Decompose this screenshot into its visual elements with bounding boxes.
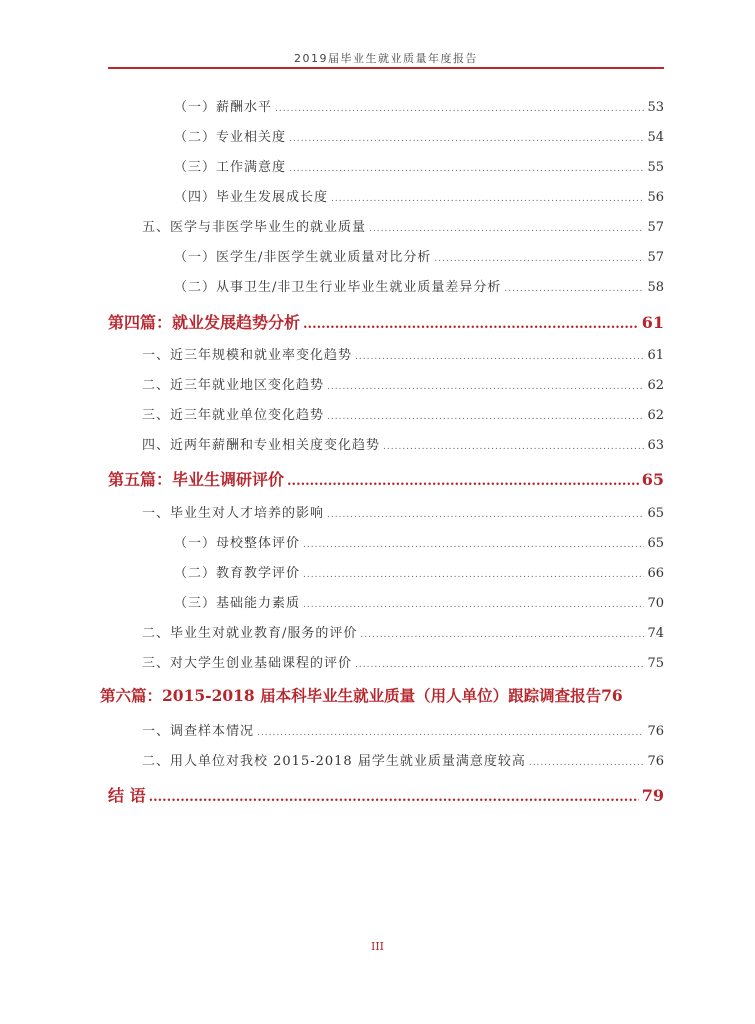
toc-part-heading[interactable] <box>108 467 664 490</box>
toc-entry[interactable] <box>142 622 664 641</box>
toc-leader-dots <box>355 660 644 670</box>
toc-part-title: 结 语 <box>108 786 146 805</box>
toc-entry-title: 三、近三年就业单位变化趋势 <box>142 408 325 423</box>
toc-part-page: 65 <box>641 470 664 489</box>
toc-leader-dots <box>303 600 644 610</box>
toc-entry[interactable] <box>142 434 664 453</box>
toc-leader-dots <box>289 164 644 174</box>
toc-leader-dots <box>327 412 644 422</box>
toc-entry-page: 56 <box>647 190 664 205</box>
toc-entry[interactable] <box>174 592 664 611</box>
running-header: 2019届毕业生就业质量年度报告 <box>294 52 478 65</box>
toc-leader-dots <box>504 284 644 294</box>
toc-entry-title: （二）从事卫生/非卫生行业毕业生就业质量差异分析 <box>174 280 502 295</box>
toc-entry-title: （一）母校整体评价 <box>174 536 301 551</box>
toc-leader-dots <box>303 570 644 580</box>
toc-part-page: 79 <box>641 786 664 805</box>
toc-leader-dots <box>289 134 644 144</box>
toc-leader-dots <box>331 194 644 204</box>
toc-part-title: 第六篇：2015-2018 届本科毕业生就业质量（用人单位）跟踪调查报告 <box>100 686 602 705</box>
toc-leader-dots <box>369 224 644 234</box>
toc-entry-title: （二）专业相关度 <box>174 130 287 145</box>
toc-part-heading[interactable] <box>108 310 664 333</box>
toc-part-heading[interactable] <box>100 684 664 706</box>
toc-entry-page: 74 <box>647 626 664 641</box>
toc-leader-dots <box>149 790 639 805</box>
toc-part-title: 第五篇：毕业生调研评价 <box>108 470 285 489</box>
toc-entry-page: 66 <box>647 566 664 581</box>
toc-entry-title: 二、用人单位对我校 2015-2018 届学生就业质量满意度较高 <box>142 754 526 769</box>
toc-entry-page: 76 <box>647 724 664 739</box>
toc-entry-title: （三）工作满意度 <box>174 160 287 175</box>
toc-entry-title: （一）薪酬水平 <box>174 100 273 115</box>
toc-entry-page: 65 <box>647 506 664 521</box>
toc-entry-title: 五、医学与非医学毕业生的就业质量 <box>142 220 367 235</box>
toc-leader-dots <box>383 442 644 452</box>
toc-entry[interactable] <box>142 502 664 521</box>
toc-leader-dots <box>257 728 644 738</box>
toc-entry-title: 四、近两年薪酬和专业相关度变化趋势 <box>142 438 381 453</box>
toc-leader-dots <box>287 474 639 489</box>
toc-entry-title: 一、调查样本情况 <box>142 724 255 739</box>
toc-entry-page: 53 <box>647 100 664 115</box>
toc-entry-page: 62 <box>647 378 664 393</box>
toc-entry[interactable] <box>174 156 664 175</box>
toc-entry-page: 63 <box>647 438 664 453</box>
toc-entry-page: 57 <box>647 220 664 235</box>
toc-entry-title: 二、近三年就业地区变化趋势 <box>142 378 325 393</box>
toc-entry[interactable] <box>174 186 664 205</box>
toc-leader-dots <box>303 540 644 550</box>
toc-part-page: 76 <box>601 686 623 705</box>
toc-leader-dots <box>360 630 644 640</box>
toc-entry-page: 58 <box>647 280 664 295</box>
toc-entry-title: 一、近三年规模和就业率变化趋势 <box>142 348 353 363</box>
toc-entry-title: （二）教育教学评价 <box>174 566 301 581</box>
toc-leader-dots <box>327 510 644 520</box>
toc-entry-page: 65 <box>647 536 664 551</box>
toc-leader-dots <box>303 317 639 332</box>
toc-entry[interactable] <box>142 216 664 235</box>
toc-entry[interactable] <box>142 404 664 423</box>
toc-part-heading[interactable] <box>108 783 664 806</box>
toc-entry-title: 二、毕业生对就业教育/服务的评价 <box>142 626 358 641</box>
toc-entry[interactable] <box>174 562 664 581</box>
toc-entry-page: 76 <box>647 754 664 769</box>
toc-entry-page: 75 <box>647 656 664 671</box>
toc-leader-dots <box>529 758 645 768</box>
page-number: III <box>370 940 385 953</box>
toc-entry-title: （三）基础能力素质 <box>174 596 301 611</box>
toc-entry-title: 三、对大学生创业基础课程的评价 <box>142 656 353 671</box>
toc-entry-title: （一）医学生/非医学生就业质量对比分析 <box>174 250 432 265</box>
toc-entry[interactable] <box>174 246 664 265</box>
toc-part-page: 61 <box>641 313 664 332</box>
toc-entry-page: 57 <box>647 250 664 265</box>
toc-entry-page: 55 <box>647 160 664 175</box>
toc-entry[interactable] <box>174 276 664 295</box>
toc-entry-page: 61 <box>647 348 664 363</box>
toc-entry-title: （四）毕业生发展成长度 <box>174 190 329 205</box>
toc-entry-title: 一、毕业生对人才培养的影响 <box>142 506 325 521</box>
toc-entry[interactable] <box>142 344 664 363</box>
toc-entry-page: 62 <box>647 408 664 423</box>
toc-entry-page: 70 <box>647 596 664 611</box>
toc-entry[interactable] <box>142 374 664 393</box>
toc-entry[interactable] <box>142 750 664 769</box>
toc-leader-dots <box>327 382 644 392</box>
toc-entry-page: 54 <box>647 130 664 145</box>
toc-entry[interactable] <box>174 96 664 115</box>
toc-entry[interactable] <box>142 652 664 671</box>
toc-part-title: 第四篇：就业发展趋势分析 <box>108 313 301 332</box>
toc-entry[interactable] <box>174 532 664 551</box>
toc-entry[interactable] <box>174 126 664 145</box>
toc-leader-dots <box>275 104 644 114</box>
toc-leader-dots <box>355 352 644 362</box>
toc-entry[interactable] <box>142 720 664 739</box>
header-rule <box>108 67 664 69</box>
toc-leader-dots <box>434 254 644 264</box>
